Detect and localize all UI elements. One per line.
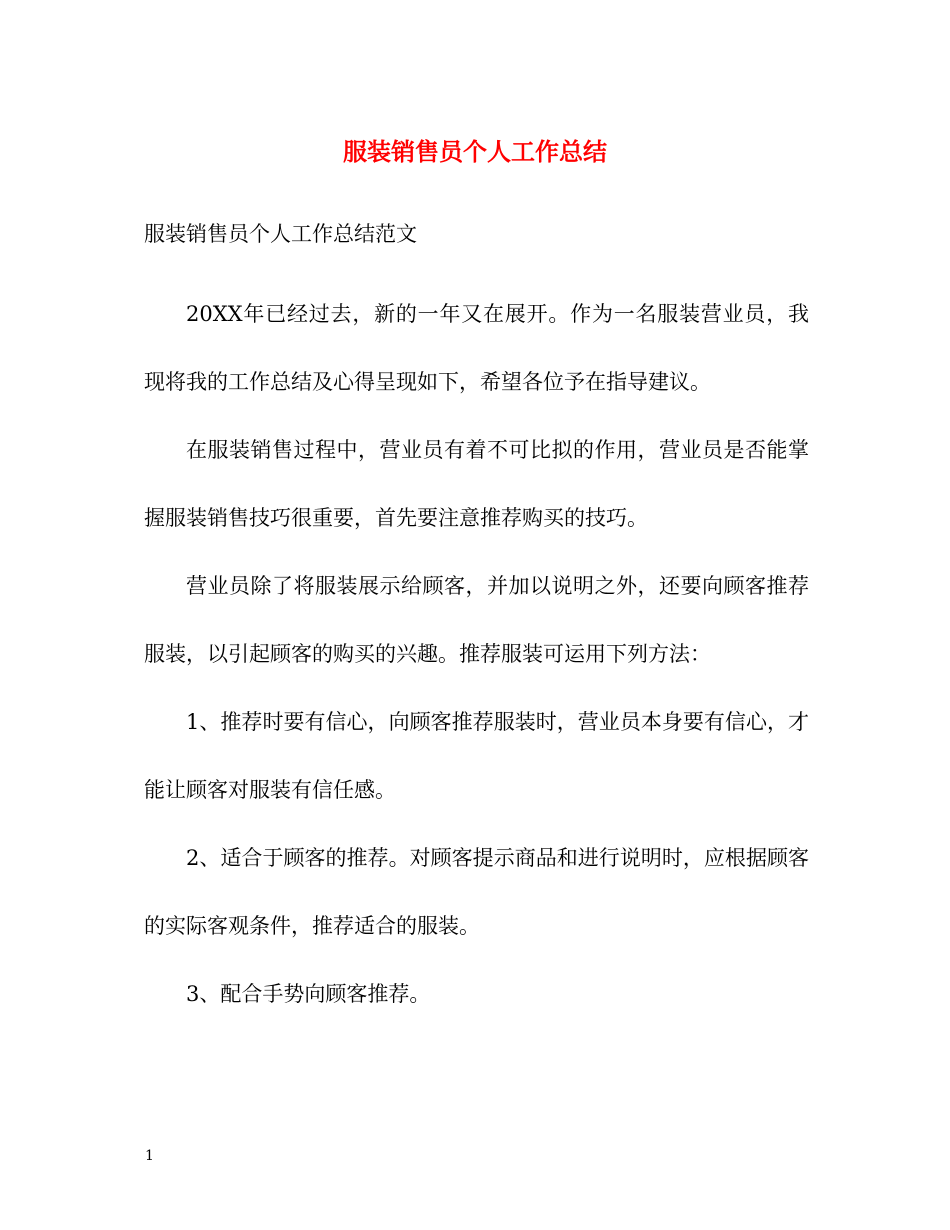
paragraph: 2、适合于顾客的推荐。对顾客提示商品和进行说明时，应根据顾客的实际客观条件，推荐适合的服装。 xyxy=(144,846,809,938)
document-subtitle: 服装销售员个人工作总结范文 xyxy=(144,222,417,246)
paragraph: 在服装销售过程中，营业员有着不可比拟的作用，营业员是否能掌握服装销售技巧很重要，首先要注意推荐购买的技巧。 xyxy=(144,438,809,530)
page-number: 1 xyxy=(145,1148,154,1164)
paragraph: 3、配合手势向顾客推荐。 xyxy=(186,982,431,1006)
document-title: 服装销售员个人工作总结 xyxy=(343,137,607,166)
document-body xyxy=(144,280,809,1028)
paragraph: 20XX年已经过去，新的一年又在展开。作为一名服装营业员，我现将我的工作总结及心得呈现如下，希望各位予在指导建议。 xyxy=(144,302,809,394)
paragraph: 营业员除了将服装展示给顾客，并加以说明之外，还要向顾客推荐服装，以引起顾客的购买的兴趣。推荐服装可运用下列方法： xyxy=(144,574,809,666)
paragraph: 1、推荐时要有信心，向顾客推荐服装时，营业员本身要有信心，才能让顾客对服装有信任感。 xyxy=(144,710,809,802)
